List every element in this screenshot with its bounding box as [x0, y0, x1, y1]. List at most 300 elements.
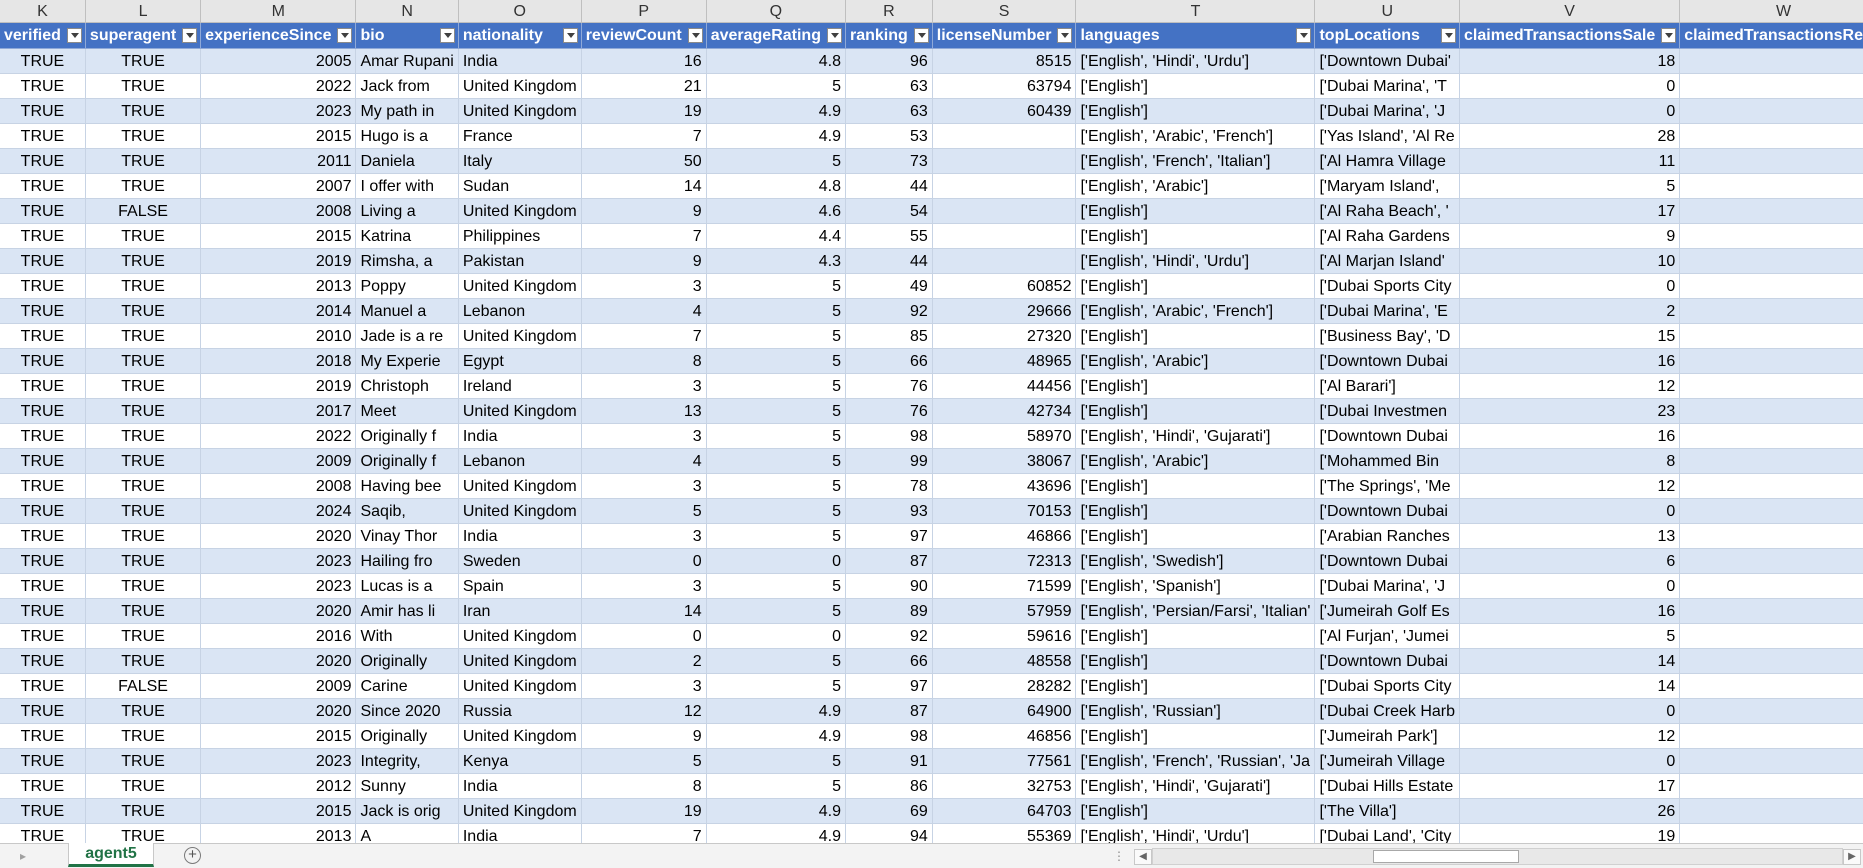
cell-averagerating[interactable]: 4.9 — [706, 99, 845, 124]
cell-ranking[interactable]: 94 — [845, 824, 932, 844]
cell-bio[interactable]: Amir has li — [356, 599, 458, 624]
cell-ranking[interactable]: 89 — [845, 599, 932, 624]
cell-toplocations[interactable]: ['Downtown Dubai — [1315, 649, 1460, 674]
cell-bio[interactable]: Poppy — [356, 274, 458, 299]
cell-bio[interactable]: I offer with — [356, 174, 458, 199]
cell-superagent[interactable]: TRUE — [85, 124, 200, 149]
cell-superagent[interactable]: TRUE — [85, 174, 200, 199]
cell-averagerating[interactable]: 5 — [706, 499, 845, 524]
cell-claimedtransactionsre[interactable] — [1680, 449, 1863, 474]
cell-claimedtransactionssale[interactable]: 15 — [1460, 324, 1680, 349]
cell-licensenumber[interactable]: 71599 — [932, 574, 1076, 599]
cell-claimedtransactionssale[interactable]: 0 — [1460, 699, 1680, 724]
cell-verified[interactable]: TRUE — [0, 599, 85, 624]
cell-averagerating[interactable]: 4.9 — [706, 724, 845, 749]
cell-verified[interactable]: TRUE — [0, 174, 85, 199]
cell-claimedtransactionsre[interactable] — [1680, 474, 1863, 499]
cell-languages[interactable]: ['English', 'Arabic'] — [1076, 349, 1315, 374]
cell-licensenumber[interactable] — [932, 249, 1076, 274]
cell-claimedtransactionssale[interactable]: 12 — [1460, 474, 1680, 499]
cell-averagerating[interactable]: 5 — [706, 774, 845, 799]
cell-experiencesince[interactable]: 2020 — [201, 699, 356, 724]
cell-languages[interactable]: ['English'] — [1076, 624, 1315, 649]
cell-claimedtransactionssale[interactable]: 16 — [1460, 599, 1680, 624]
cell-experiencesince[interactable]: 2020 — [201, 524, 356, 549]
column-letter-v[interactable]: V — [1460, 0, 1680, 23]
cell-bio[interactable]: Carine — [356, 674, 458, 699]
cell-verified[interactable]: TRUE — [0, 299, 85, 324]
cell-verified[interactable]: TRUE — [0, 74, 85, 99]
cell-nationality[interactable]: United Kingdom — [458, 274, 581, 299]
cell-licensenumber[interactable]: 42734 — [932, 399, 1076, 424]
cell-toplocations[interactable]: ['The Springs', 'Me — [1315, 474, 1460, 499]
filter-dropdown-icon[interactable] — [563, 28, 578, 43]
cell-averagerating[interactable]: 5 — [706, 749, 845, 774]
cell-claimedtransactionssale[interactable]: 2 — [1460, 299, 1680, 324]
cell-experiencesince[interactable]: 2012 — [201, 774, 356, 799]
cell-averagerating[interactable]: 5 — [706, 149, 845, 174]
cell-superagent[interactable]: FALSE — [85, 674, 200, 699]
cell-toplocations[interactable]: ['Dubai Land', 'City — [1315, 824, 1460, 844]
cell-nationality[interactable]: United Kingdom — [458, 799, 581, 824]
cell-experiencesince[interactable]: 2017 — [201, 399, 356, 424]
cell-superagent[interactable]: TRUE — [85, 99, 200, 124]
cell-toplocations[interactable]: ['Al Raha Gardens — [1315, 224, 1460, 249]
cell-verified[interactable]: TRUE — [0, 824, 85, 844]
scroll-left-icon[interactable]: ◀ — [1134, 849, 1152, 865]
cell-languages[interactable]: ['English'] — [1076, 524, 1315, 549]
cell-verified[interactable]: TRUE — [0, 449, 85, 474]
column-letter-w[interactable]: W — [1680, 0, 1863, 23]
cell-ranking[interactable]: 76 — [845, 374, 932, 399]
cell-claimedtransactionsre[interactable] — [1680, 274, 1863, 299]
cell-averagerating[interactable]: 5 — [706, 324, 845, 349]
cell-ranking[interactable]: 53 — [845, 124, 932, 149]
cell-claimedtransactionsre[interactable] — [1680, 99, 1863, 124]
cell-licensenumber[interactable]: 46856 — [932, 724, 1076, 749]
cell-verified[interactable]: TRUE — [0, 524, 85, 549]
cell-toplocations[interactable]: ['Al Barari'] — [1315, 374, 1460, 399]
filter-dropdown-icon[interactable] — [67, 28, 82, 43]
cell-ranking[interactable]: 49 — [845, 274, 932, 299]
scroll-thumb[interactable] — [1373, 850, 1519, 863]
add-sheet-button[interactable]: + — [184, 847, 201, 864]
cell-experiencesince[interactable]: 2007 — [201, 174, 356, 199]
cell-nationality[interactable]: United Kingdom — [458, 499, 581, 524]
cell-experiencesince[interactable]: 2019 — [201, 374, 356, 399]
cell-licensenumber[interactable]: 55369 — [932, 824, 1076, 844]
cell-averagerating[interactable]: 5 — [706, 374, 845, 399]
cell-averagerating[interactable]: 0 — [706, 624, 845, 649]
cell-languages[interactable]: ['English', 'Hindi', 'Urdu'] — [1076, 824, 1315, 844]
cell-nationality[interactable]: United Kingdom — [458, 74, 581, 99]
cell-toplocations[interactable]: ['Mohammed Bin — [1315, 449, 1460, 474]
cell-licensenumber[interactable]: 64900 — [932, 699, 1076, 724]
cell-toplocations[interactable]: ['Dubai Hills Estate — [1315, 774, 1460, 799]
cell-toplocations[interactable]: ['Jumeirah Park'] — [1315, 724, 1460, 749]
cell-bio[interactable]: Saqib, — [356, 499, 458, 524]
cell-superagent[interactable]: TRUE — [85, 574, 200, 599]
cell-toplocations[interactable]: ['Downtown Dubai — [1315, 549, 1460, 574]
cell-reviewcount[interactable]: 2 — [581, 649, 706, 674]
cell-languages[interactable]: ['English'] — [1076, 99, 1315, 124]
cell-languages[interactable]: ['English'] — [1076, 724, 1315, 749]
cell-licensenumber[interactable]: 70153 — [932, 499, 1076, 524]
cell-bio[interactable]: Meet — [356, 399, 458, 424]
cell-ranking[interactable]: 97 — [845, 524, 932, 549]
cell-averagerating[interactable]: 5 — [706, 424, 845, 449]
cell-nationality[interactable]: India — [458, 824, 581, 844]
cell-experiencesince[interactable]: 2013 — [201, 274, 356, 299]
cell-bio[interactable]: With — [356, 624, 458, 649]
cell-claimedtransactionssale[interactable]: 8 — [1460, 449, 1680, 474]
cell-verified[interactable]: TRUE — [0, 324, 85, 349]
cell-experiencesince[interactable]: 2005 — [201, 49, 356, 74]
cell-claimedtransactionssale[interactable]: 14 — [1460, 649, 1680, 674]
cell-claimedtransactionssale[interactable]: 12 — [1460, 724, 1680, 749]
cell-experiencesince[interactable]: 2020 — [201, 599, 356, 624]
cell-reviewcount[interactable]: 9 — [581, 724, 706, 749]
column-letter-m[interactable]: M — [201, 0, 356, 23]
cell-languages[interactable]: ['English', 'Russian'] — [1076, 699, 1315, 724]
cell-bio[interactable]: Hailing fro — [356, 549, 458, 574]
cell-nationality[interactable]: Philippines — [458, 224, 581, 249]
cell-superagent[interactable]: TRUE — [85, 699, 200, 724]
cell-bio[interactable]: Since 2020 — [356, 699, 458, 724]
cell-toplocations[interactable]: ['Al Raha Beach', ' — [1315, 199, 1460, 224]
cell-averagerating[interactable]: 5 — [706, 399, 845, 424]
cell-toplocations[interactable]: ['Dubai Marina', 'E — [1315, 299, 1460, 324]
cell-experiencesince[interactable]: 2015 — [201, 724, 356, 749]
cell-verified[interactable]: TRUE — [0, 99, 85, 124]
cell-claimedtransactionsre[interactable] — [1680, 649, 1863, 674]
cell-bio[interactable]: Manuel a — [356, 299, 458, 324]
cell-experiencesince[interactable]: 2024 — [201, 499, 356, 524]
cell-claimedtransactionsre[interactable] — [1680, 149, 1863, 174]
cell-reviewcount[interactable]: 7 — [581, 124, 706, 149]
cell-verified[interactable]: TRUE — [0, 399, 85, 424]
cell-languages[interactable]: ['English'] — [1076, 799, 1315, 824]
cell-languages[interactable]: ['English'] — [1076, 324, 1315, 349]
cell-nationality[interactable]: India — [458, 524, 581, 549]
cell-averagerating[interactable]: 5 — [706, 599, 845, 624]
cell-claimedtransactionssale[interactable]: 6 — [1460, 549, 1680, 574]
cell-toplocations[interactable]: ['Jumeirah Golf Es — [1315, 599, 1460, 624]
cell-claimedtransactionsre[interactable] — [1680, 399, 1863, 424]
cell-reviewcount[interactable]: 3 — [581, 574, 706, 599]
cell-languages[interactable]: ['English', 'Arabic', 'French'] — [1076, 299, 1315, 324]
cell-experiencesince[interactable]: 2019 — [201, 249, 356, 274]
cell-claimedtransactionsre[interactable] — [1680, 174, 1863, 199]
cell-verified[interactable]: TRUE — [0, 649, 85, 674]
cell-superagent[interactable]: TRUE — [85, 149, 200, 174]
cell-nationality[interactable]: Kenya — [458, 749, 581, 774]
cell-averagerating[interactable]: 5 — [706, 349, 845, 374]
cell-averagerating[interactable]: 4.3 — [706, 249, 845, 274]
cell-averagerating[interactable]: 5 — [706, 574, 845, 599]
cell-claimedtransactionssale[interactable]: 5 — [1460, 624, 1680, 649]
cell-averagerating[interactable]: 5 — [706, 524, 845, 549]
cell-bio[interactable]: Originally f — [356, 424, 458, 449]
cell-ranking[interactable]: 66 — [845, 349, 932, 374]
cell-ranking[interactable]: 66 — [845, 649, 932, 674]
cell-ranking[interactable]: 87 — [845, 549, 932, 574]
cell-claimedtransactionssale[interactable]: 17 — [1460, 199, 1680, 224]
cell-languages[interactable]: ['English'] — [1076, 649, 1315, 674]
cell-verified[interactable]: TRUE — [0, 349, 85, 374]
cell-nationality[interactable]: France — [458, 124, 581, 149]
cell-ranking[interactable]: 99 — [845, 449, 932, 474]
cell-ranking[interactable]: 98 — [845, 424, 932, 449]
cell-claimedtransactionsre[interactable] — [1680, 124, 1863, 149]
cell-claimedtransactionsre[interactable] — [1680, 299, 1863, 324]
cell-superagent[interactable]: TRUE — [85, 549, 200, 574]
cell-verified[interactable]: TRUE — [0, 724, 85, 749]
cell-experiencesince[interactable]: 2015 — [201, 799, 356, 824]
cell-ranking[interactable]: 69 — [845, 799, 932, 824]
cell-toplocations[interactable]: ['Downtown Dubai — [1315, 349, 1460, 374]
cell-bio[interactable]: A — [356, 824, 458, 844]
cell-bio[interactable]: Sunny — [356, 774, 458, 799]
cell-reviewcount[interactable]: 8 — [581, 774, 706, 799]
filter-dropdown-icon[interactable] — [337, 28, 352, 43]
cell-ranking[interactable]: 63 — [845, 99, 932, 124]
cell-toplocations[interactable]: ['Dubai Marina', 'J — [1315, 574, 1460, 599]
cell-licensenumber[interactable]: 59616 — [932, 624, 1076, 649]
cell-verified[interactable]: TRUE — [0, 699, 85, 724]
cell-claimedtransactionsre[interactable] — [1680, 699, 1863, 724]
cell-languages[interactable]: ['English', 'Swedish'] — [1076, 549, 1315, 574]
cell-languages[interactable]: ['English'] — [1076, 199, 1315, 224]
cell-verified[interactable]: TRUE — [0, 124, 85, 149]
cell-licensenumber[interactable]: 32753 — [932, 774, 1076, 799]
cell-toplocations[interactable]: ['Maryam Island', — [1315, 174, 1460, 199]
cell-claimedtransactionssale[interactable]: 0 — [1460, 74, 1680, 99]
cell-claimedtransactionsre[interactable] — [1680, 824, 1863, 844]
cell-nationality[interactable]: Italy — [458, 149, 581, 174]
cell-ranking[interactable]: 63 — [845, 74, 932, 99]
cell-experiencesince[interactable]: 2015 — [201, 224, 356, 249]
cell-superagent[interactable]: TRUE — [85, 824, 200, 844]
cell-nationality[interactable]: United Kingdom — [458, 674, 581, 699]
cell-superagent[interactable]: TRUE — [85, 524, 200, 549]
cell-licensenumber[interactable] — [932, 224, 1076, 249]
cell-averagerating[interactable]: 5 — [706, 274, 845, 299]
cell-languages[interactable]: ['English', 'Hindi', 'Gujarati'] — [1076, 424, 1315, 449]
cell-licensenumber[interactable]: 58970 — [932, 424, 1076, 449]
cell-experiencesince[interactable]: 2022 — [201, 74, 356, 99]
cell-experiencesince[interactable]: 2020 — [201, 649, 356, 674]
cell-toplocations[interactable]: ['Dubai Marina', 'J — [1315, 99, 1460, 124]
cell-toplocations[interactable]: ['Al Furjan', 'Jumei — [1315, 624, 1460, 649]
tab-split-handle[interactable]: ⋮ — [1113, 849, 1124, 863]
cell-claimedtransactionsre[interactable] — [1680, 724, 1863, 749]
cell-nationality[interactable]: United Kingdom — [458, 474, 581, 499]
cell-languages[interactable]: ['English'] — [1076, 74, 1315, 99]
cell-averagerating[interactable]: 4.4 — [706, 224, 845, 249]
cell-bio[interactable]: Jack from — [356, 74, 458, 99]
cell-claimedtransactionssale[interactable]: 13 — [1460, 524, 1680, 549]
cell-experiencesince[interactable]: 2022 — [201, 424, 356, 449]
cell-bio[interactable]: Integrity, — [356, 749, 458, 774]
cell-claimedtransactionsre[interactable] — [1680, 374, 1863, 399]
cell-nationality[interactable]: United Kingdom — [458, 99, 581, 124]
cell-ranking[interactable]: 92 — [845, 624, 932, 649]
cell-verified[interactable]: TRUE — [0, 574, 85, 599]
filter-dropdown-icon[interactable] — [1441, 28, 1456, 43]
scroll-right-icon[interactable]: ▶ — [1843, 849, 1861, 865]
cell-averagerating[interactable]: 5 — [706, 74, 845, 99]
cell-licensenumber[interactable]: 60439 — [932, 99, 1076, 124]
cell-reviewcount[interactable]: 5 — [581, 499, 706, 524]
cell-claimedtransactionsre[interactable] — [1680, 499, 1863, 524]
cell-verified[interactable]: TRUE — [0, 424, 85, 449]
cell-nationality[interactable]: Sweden — [458, 549, 581, 574]
cell-nationality[interactable]: India — [458, 774, 581, 799]
cell-verified[interactable]: TRUE — [0, 499, 85, 524]
cell-toplocations[interactable]: ['Yas Island', 'Al Re — [1315, 124, 1460, 149]
cell-reviewcount[interactable]: 7 — [581, 324, 706, 349]
cell-averagerating[interactable]: 4.8 — [706, 174, 845, 199]
cell-licensenumber[interactable]: 63794 — [932, 74, 1076, 99]
cell-languages[interactable]: ['English', 'Persian/Farsi', 'Italian' — [1076, 599, 1315, 624]
cell-languages[interactable]: ['English'] — [1076, 399, 1315, 424]
cell-licensenumber[interactable]: 57959 — [932, 599, 1076, 624]
scroll-track[interactable] — [1152, 848, 1843, 865]
horizontal-scrollbar[interactable] — [1132, 847, 1863, 865]
cell-reviewcount[interactable]: 3 — [581, 374, 706, 399]
cell-licensenumber[interactable] — [932, 124, 1076, 149]
cell-ranking[interactable]: 92 — [845, 299, 932, 324]
cell-languages[interactable]: ['English', 'Arabic', 'French'] — [1076, 124, 1315, 149]
cell-experiencesince[interactable]: 2023 — [201, 549, 356, 574]
cell-claimedtransactionsre[interactable] — [1680, 574, 1863, 599]
cell-reviewcount[interactable]: 14 — [581, 174, 706, 199]
cell-bio[interactable]: Katrina — [356, 224, 458, 249]
cell-verified[interactable]: TRUE — [0, 224, 85, 249]
cell-averagerating[interactable]: 4.9 — [706, 699, 845, 724]
cell-verified[interactable]: TRUE — [0, 674, 85, 699]
cell-licensenumber[interactable]: 46866 — [932, 524, 1076, 549]
cell-superagent[interactable]: TRUE — [85, 349, 200, 374]
cell-licensenumber[interactable]: 28282 — [932, 674, 1076, 699]
filter-dropdown-icon[interactable] — [182, 28, 197, 43]
cell-reviewcount[interactable]: 50 — [581, 149, 706, 174]
cell-reviewcount[interactable]: 16 — [581, 49, 706, 74]
cell-licensenumber[interactable]: 29666 — [932, 299, 1076, 324]
scroll-tabs-left-icon[interactable]: ▸ — [20, 849, 27, 863]
cell-superagent[interactable]: TRUE — [85, 749, 200, 774]
cell-superagent[interactable]: TRUE — [85, 449, 200, 474]
filter-dropdown-icon[interactable] — [688, 28, 703, 43]
cell-reviewcount[interactable]: 12 — [581, 699, 706, 724]
cell-toplocations[interactable]: ['Dubai Marina', 'T — [1315, 74, 1460, 99]
cell-claimedtransactionsre[interactable] — [1680, 774, 1863, 799]
cell-toplocations[interactable]: ['Business Bay', 'D — [1315, 324, 1460, 349]
cell-toplocations[interactable]: ['Dubai Sports City — [1315, 274, 1460, 299]
cell-verified[interactable]: TRUE — [0, 774, 85, 799]
column-letter-p[interactable]: P — [581, 0, 706, 23]
cell-averagerating[interactable]: 4.6 — [706, 199, 845, 224]
cell-claimedtransactionsre[interactable] — [1680, 799, 1863, 824]
cell-reviewcount[interactable]: 14 — [581, 599, 706, 624]
cell-superagent[interactable]: FALSE — [85, 199, 200, 224]
cell-verified[interactable]: TRUE — [0, 149, 85, 174]
cell-superagent[interactable]: TRUE — [85, 274, 200, 299]
cell-reviewcount[interactable]: 9 — [581, 249, 706, 274]
cell-licensenumber[interactable]: 27320 — [932, 324, 1076, 349]
cell-experiencesince[interactable]: 2009 — [201, 449, 356, 474]
cell-nationality[interactable]: United Kingdom — [458, 649, 581, 674]
cell-averagerating[interactable]: 5 — [706, 474, 845, 499]
cell-ranking[interactable]: 44 — [845, 174, 932, 199]
cell-claimedtransactionssale[interactable]: 16 — [1460, 349, 1680, 374]
cell-nationality[interactable]: India — [458, 424, 581, 449]
cell-reviewcount[interactable]: 0 — [581, 549, 706, 574]
cell-claimedtransactionsre[interactable] — [1680, 674, 1863, 699]
cell-languages[interactable]: ['English'] — [1076, 274, 1315, 299]
cell-superagent[interactable]: TRUE — [85, 724, 200, 749]
cell-reviewcount[interactable]: 5 — [581, 749, 706, 774]
cell-bio[interactable]: Hugo is a — [356, 124, 458, 149]
cell-licensenumber[interactable]: 38067 — [932, 449, 1076, 474]
cell-superagent[interactable]: TRUE — [85, 649, 200, 674]
cell-toplocations[interactable]: ['Al Hamra Village — [1315, 149, 1460, 174]
cell-toplocations[interactable]: ['The Villa'] — [1315, 799, 1460, 824]
cell-averagerating[interactable]: 4.9 — [706, 799, 845, 824]
column-letter-q[interactable]: Q — [706, 0, 845, 23]
cell-claimedtransactionsre[interactable] — [1680, 249, 1863, 274]
cell-licensenumber[interactable]: 48558 — [932, 649, 1076, 674]
cell-claimedtransactionssale[interactable]: 0 — [1460, 99, 1680, 124]
filter-dropdown-icon[interactable] — [914, 28, 929, 43]
cell-claimedtransactionsre[interactable] — [1680, 524, 1863, 549]
cell-claimedtransactionsre[interactable] — [1680, 349, 1863, 374]
cell-verified[interactable]: TRUE — [0, 274, 85, 299]
cell-averagerating[interactable]: 4.9 — [706, 124, 845, 149]
cell-claimedtransactionssale[interactable]: 19 — [1460, 824, 1680, 844]
cell-claimedtransactionsre[interactable] — [1680, 749, 1863, 774]
cell-nationality[interactable]: Sudan — [458, 174, 581, 199]
cell-superagent[interactable]: TRUE — [85, 374, 200, 399]
cell-claimedtransactionsre[interactable] — [1680, 599, 1863, 624]
cell-averagerating[interactable]: 5 — [706, 674, 845, 699]
cell-nationality[interactable]: India — [458, 49, 581, 74]
cell-toplocations[interactable]: ['Downtown Dubai' — [1315, 49, 1460, 74]
cell-toplocations[interactable]: ['Al Marjan Island' — [1315, 249, 1460, 274]
cell-verified[interactable]: TRUE — [0, 49, 85, 74]
cell-languages[interactable]: ['English'] — [1076, 674, 1315, 699]
column-letter-k[interactable]: K — [0, 0, 85, 23]
cell-claimedtransactionssale[interactable]: 14 — [1460, 674, 1680, 699]
cell-ranking[interactable]: 44 — [845, 249, 932, 274]
cell-nationality[interactable]: Iran — [458, 599, 581, 624]
cell-licensenumber[interactable]: 44456 — [932, 374, 1076, 399]
cell-experiencesince[interactable]: 2015 — [201, 124, 356, 149]
cell-languages[interactable]: ['English'] — [1076, 374, 1315, 399]
cell-superagent[interactable]: TRUE — [85, 599, 200, 624]
cell-toplocations[interactable]: ['Dubai Sports City — [1315, 674, 1460, 699]
cell-experiencesince[interactable]: 2010 — [201, 324, 356, 349]
cell-nationality[interactable]: Pakistan — [458, 249, 581, 274]
cell-reviewcount[interactable]: 3 — [581, 524, 706, 549]
cell-experiencesince[interactable]: 2013 — [201, 824, 356, 844]
cell-bio[interactable]: My path in — [356, 99, 458, 124]
cell-reviewcount[interactable]: 8 — [581, 349, 706, 374]
cell-claimedtransactionsre[interactable] — [1680, 199, 1863, 224]
cell-claimedtransactionssale[interactable]: 9 — [1460, 224, 1680, 249]
cell-averagerating[interactable]: 4.8 — [706, 49, 845, 74]
